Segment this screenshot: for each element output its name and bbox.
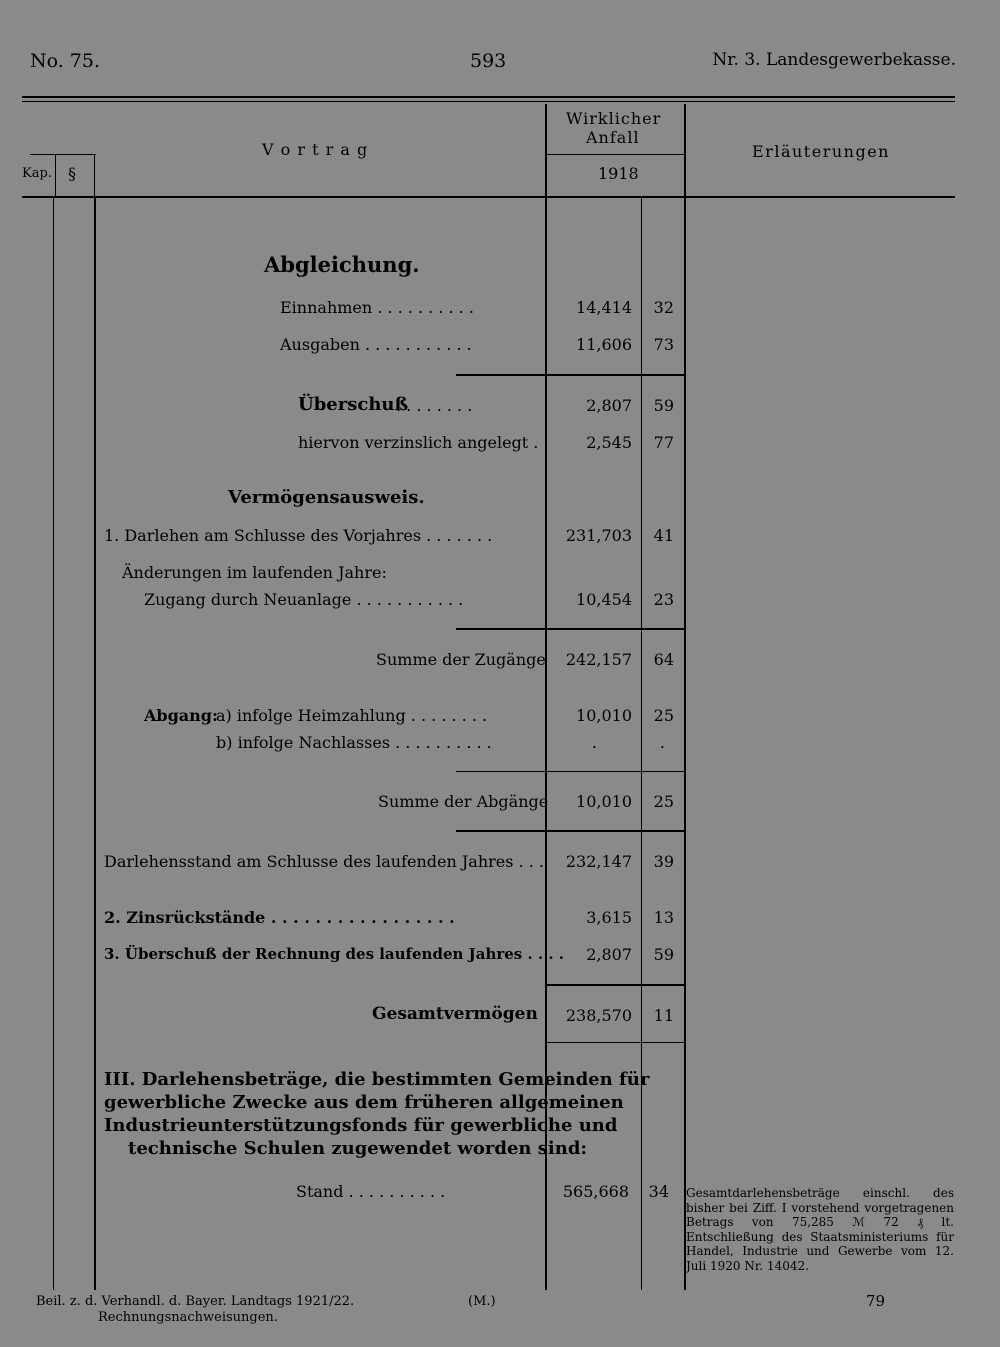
sum-rule-6 [546, 1042, 684, 1043]
einnahmen-cents: 32 [653, 298, 674, 317]
section-iii-line2: gewerbliche Zwecke aus dem früheren allgemeinen [104, 1092, 624, 1113]
gesamtvermoegen-label: Gesamtvermögen [372, 1004, 538, 1024]
col-divider-actual-right [684, 104, 686, 196]
cents-col-line [641, 198, 642, 1290]
top-rule [22, 96, 955, 98]
einnahmen-label: Einnahmen . . . . . . . . . . [280, 298, 474, 317]
section-iii-line4: technische Schulen zugewendet worden sind: [128, 1138, 588, 1159]
footer-source-line2: Rechnungsnachweisungen. [98, 1310, 278, 1325]
darlehen-value: 231,703 [565, 526, 632, 545]
verzinslich-cents: 77 [653, 433, 674, 452]
sum-rule-1 [456, 374, 684, 376]
ueberschuss-label: Überschuß [298, 394, 409, 415]
darlehen-cents: 41 [653, 526, 674, 545]
einnahmen-value: 14,414 [576, 298, 632, 317]
page-number: 593 [470, 50, 507, 72]
darlehensstand-cents: 39 [653, 852, 674, 871]
sum-rule-3 [456, 771, 684, 772]
stand-cents: 34 [648, 1182, 669, 1201]
gesamtvermoegen-cents: 11 [653, 1006, 674, 1025]
darlehen-label: 1. Darlehen am Schlusse des Vorjahres . . . . . . . [104, 526, 493, 545]
abgang-a-label: a) infolge Heimzahlung . . . . . . . . [216, 706, 488, 725]
ausgaben-label: Ausgaben . . . . . . . . . . . [280, 335, 472, 354]
section-iii-line3: Industrieunterstützungsfonds für gewerbliche und [104, 1115, 618, 1136]
summe-zugaenge-label: Summe der Zugänge [376, 650, 546, 669]
vortrag-header: V o r t r a g [262, 140, 369, 159]
stand-label: Stand . . . . . . . . . . [296, 1182, 446, 1201]
running-title: Nr. 3. Landesgewerbekasse. [712, 50, 956, 70]
col-divider-actual-left [545, 104, 547, 196]
summe-zugaenge-value: 242,157 [565, 650, 632, 669]
amount-col-right [684, 198, 686, 1290]
sum-rule-5 [546, 984, 684, 986]
summe-abgaenge-value: 10,010 [576, 792, 632, 811]
footer-printer-mark: (M.) [468, 1294, 496, 1309]
zugang-label: Zugang durch Neuanlage . . . . . . . . . . . [144, 590, 464, 609]
zinsrueckstaende-cents: 13 [653, 908, 674, 927]
section-sign-header: § [68, 164, 76, 183]
header-bottom-rule [22, 196, 955, 198]
kap-head-divider [55, 155, 56, 196]
abgang-a-cents: 25 [653, 706, 674, 725]
section-head-divider [94, 155, 95, 196]
abgang-b-value: . [591, 733, 597, 752]
kap-head-rule [30, 154, 96, 155]
abgang-b-cents: . [659, 733, 665, 752]
ueberschuss-value: 2,807 [586, 396, 632, 415]
section-col-line [94, 198, 96, 1290]
footer-sheet-number: 79 [866, 1292, 886, 1310]
summe-abgaenge-cents: 25 [653, 792, 674, 811]
footer-source-line1: Beil. z. d. Verhandl. d. Bayer. Landtags 1921/22. [36, 1294, 355, 1309]
actual-header-line1: Wirklicher [566, 109, 662, 128]
abgang-a-value: 10,010 [576, 706, 632, 725]
remarks-header: Erläuterungen [752, 142, 890, 161]
sum-rule-2 [456, 628, 684, 630]
abgang-prefix: Abgang: [144, 706, 218, 725]
stand-value: 565,668 [562, 1182, 629, 1201]
verzinslich-label: hiervon verzinslich angelegt . . [298, 433, 549, 452]
ueberschuss-rechnung-cents: 59 [653, 945, 674, 964]
gesamtvermoegen-value: 238,570 [565, 1006, 632, 1025]
darlehensstand-label: Darlehensstand am Schlusse des laufenden Jahres . . . [104, 852, 544, 871]
page-issue-number: No. 75. [30, 50, 101, 72]
actual-subhead-rule [547, 154, 684, 155]
vermoegensausweis-heading: Vermögensausweis. [228, 487, 425, 508]
zugang-cents: 23 [653, 590, 674, 609]
top-rule-thin [22, 101, 955, 102]
abgleichung-heading: Abgleichung. [264, 252, 420, 277]
zinsrueckstaende-value: 3,615 [586, 908, 632, 927]
ueberschuss-dots: . . . . . . . . [396, 396, 473, 415]
zinsrueckstaende-label: 2. Zinsrückstände . . . . . . . . . . . . . . . . . [104, 908, 455, 927]
ueberschuss-rechnung-value: 2,807 [586, 945, 632, 964]
summe-zugaenge-cents: 64 [653, 650, 674, 669]
ueberschuss-cents: 59 [653, 396, 674, 415]
ausgaben-cents: 73 [653, 335, 674, 354]
kap-header: Kap. [22, 166, 52, 181]
ueberschuss-rechnung-label: 3. Überschuß der Rechnung des laufenden Jahres . . . . [104, 945, 565, 963]
zugang-value: 10,454 [576, 590, 632, 609]
summe-abgaenge-label: Summe der Abgänge [378, 792, 549, 811]
abgang-b-label: b) infolge Nachlasses . . . . . . . . . . [216, 733, 492, 752]
section-iii-line1: III. Darlehensbeträge, die bestimmten Gemeinden für [104, 1069, 650, 1090]
aenderungen-label: Änderungen im laufenden Jahre: [122, 563, 387, 582]
darlehensstand-value: 232,147 [565, 852, 632, 871]
kap-col-line [53, 198, 54, 1290]
sum-rule-4 [456, 830, 684, 832]
actual-header-line2: Anfall [586, 128, 640, 147]
stand-remark: Gesamtdarlehensbeträge einschl. des bisher bei Ziff. I vorstehend vorgetragenen Betrags von 75,285 ℳ 72 ₰ lt. Entschließung des Staatsministeriums für Handel, Industrie und Gewerbe vom 12. Juli 1920 Nr. 14042. [686, 1186, 954, 1273]
ausgaben-value: 11,606 [576, 335, 632, 354]
year-header: 1918 [598, 164, 639, 183]
verzinslich-value: 2,545 [586, 433, 632, 452]
